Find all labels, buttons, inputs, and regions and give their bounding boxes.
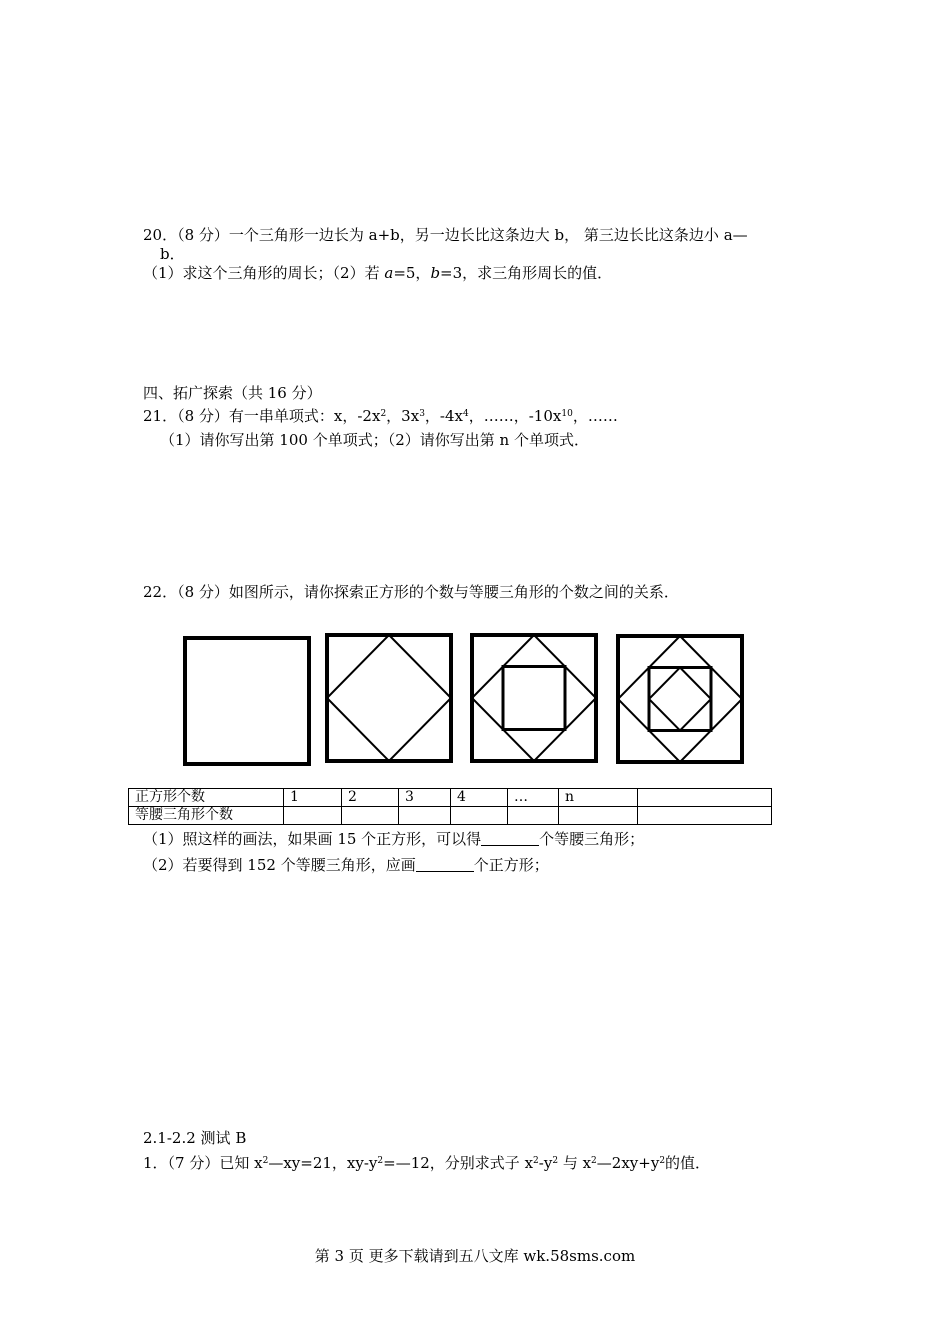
q20-eq-a: =5， (393, 264, 431, 282)
figure-1 (185, 638, 309, 764)
q21-number: 21． (143, 407, 178, 425)
table-cell (342, 807, 399, 825)
q22-part1-tail: 个等腰三角形； (539, 830, 645, 848)
section-title: 四、拓广探索（共 16 分） (143, 384, 322, 402)
q20-stem (143, 225, 748, 245)
table-cell: … (508, 789, 559, 807)
page-footer: 第 3 页 更多下载请到五八文库 wk.58sms.com (314, 1247, 636, 1265)
answer-blank[interactable] (416, 857, 474, 872)
q20-number: 20． (143, 226, 178, 244)
table-cell (638, 807, 772, 825)
table-cell (638, 789, 772, 807)
q20-stem-text: （8 分）一个三角形一边长为 a+b，另一边长比这条边大 b， 第三边长比这条边小 a— (177, 226, 748, 244)
q21-term: （8 分）有一串单项式：x，-2x (177, 407, 381, 425)
inner-square (649, 668, 711, 731)
table-cell (451, 807, 508, 825)
inner-diamond (649, 668, 711, 731)
table-cell: 1 (284, 789, 342, 807)
q1-text: 1．（7 分）已知 x (143, 1154, 263, 1172)
q20-part (143, 263, 612, 283)
q1-exp: 2 (591, 1156, 597, 1166)
table-cell: 4 (451, 789, 508, 807)
q1-text: -y (538, 1154, 553, 1172)
q22-part2-tail: 个正方形； (473, 856, 549, 874)
q21-stem (143, 406, 618, 426)
q1-exp: 2 (659, 1156, 666, 1166)
inner-square (503, 667, 565, 730)
q22-stem-text: （8 分）如图所示，请你探索正方形的个数与等腰三角形的个数之间的关系． (177, 583, 679, 601)
diamond (472, 635, 596, 761)
q20-stem-wrap: b． (160, 245, 185, 263)
q21-term: ，3x (386, 407, 420, 425)
q22-number: 22． (143, 583, 178, 601)
q1-exp: 2 (377, 1156, 384, 1166)
answer-blank[interactable] (481, 831, 539, 846)
table-cell: 等腰三角形个数 (129, 807, 284, 825)
q22-part2 (143, 855, 549, 875)
table-cell (508, 807, 559, 825)
q22-part1 (143, 829, 644, 849)
figure-4 (618, 636, 742, 762)
table-cell: 3 (399, 789, 451, 807)
outer-square (618, 636, 742, 762)
q21-term: ，……，-10x (468, 407, 562, 425)
q21-exp: 3 (419, 409, 425, 419)
q20-var-b: b (430, 264, 441, 282)
table-cell: 正方形个数 (129, 789, 284, 807)
q1-text: —2xy+y (596, 1154, 660, 1172)
table-cell (399, 807, 451, 825)
nested-squares-figure (180, 630, 760, 772)
outer-square (185, 638, 309, 764)
figure-3 (472, 635, 596, 761)
table-row (129, 789, 772, 807)
table-cell (284, 807, 342, 825)
q21-exp: 2 (380, 409, 387, 419)
q20-var-a: a (384, 264, 394, 282)
table-row (129, 807, 772, 825)
table-cell (559, 807, 638, 825)
q1-text: —xy=21，xy-y (268, 1154, 378, 1172)
q1-text: =—12，分别求式子 x (383, 1154, 534, 1172)
outer-square (472, 635, 596, 761)
figure-2 (327, 635, 451, 761)
outer-square (327, 635, 451, 761)
table-cell: 2 (342, 789, 399, 807)
q21-term: ，-4x (424, 407, 463, 425)
q22-stem (143, 582, 679, 602)
q1-exp: 2 (552, 1156, 559, 1166)
diamond (618, 636, 742, 762)
q21-term: ，…… (572, 407, 618, 425)
q20-eq-b: =3，求三角形周长的值． (440, 264, 613, 282)
data-table (128, 788, 772, 825)
q21-exp: 4 (463, 409, 469, 419)
q1-exp: 2 (262, 1156, 269, 1166)
q20-part-text: （1）求这个三角形的周长；（2）若 (143, 264, 385, 282)
q21-exp: 10 (561, 409, 573, 419)
test-b-title: 2.1-2.2 测试 B (143, 1129, 247, 1147)
q1-text: 与 x (558, 1154, 592, 1172)
table-cell: n (559, 789, 638, 807)
q1-exp: 2 (533, 1156, 539, 1166)
q22-part2-text: （2）若要得到 152 个等腰三角形，应画 (143, 856, 416, 874)
diamond (327, 635, 451, 761)
q22-part1-text: （1）照这样的画法，如果画 15 个正方形，可以得 (143, 830, 482, 848)
q1-text: 的值． (665, 1154, 711, 1172)
test-b-q1 (143, 1153, 710, 1173)
q21-part: （1）请你写出第 100 个单项式；（2）请你写出第 n 个单项式． (160, 431, 589, 449)
